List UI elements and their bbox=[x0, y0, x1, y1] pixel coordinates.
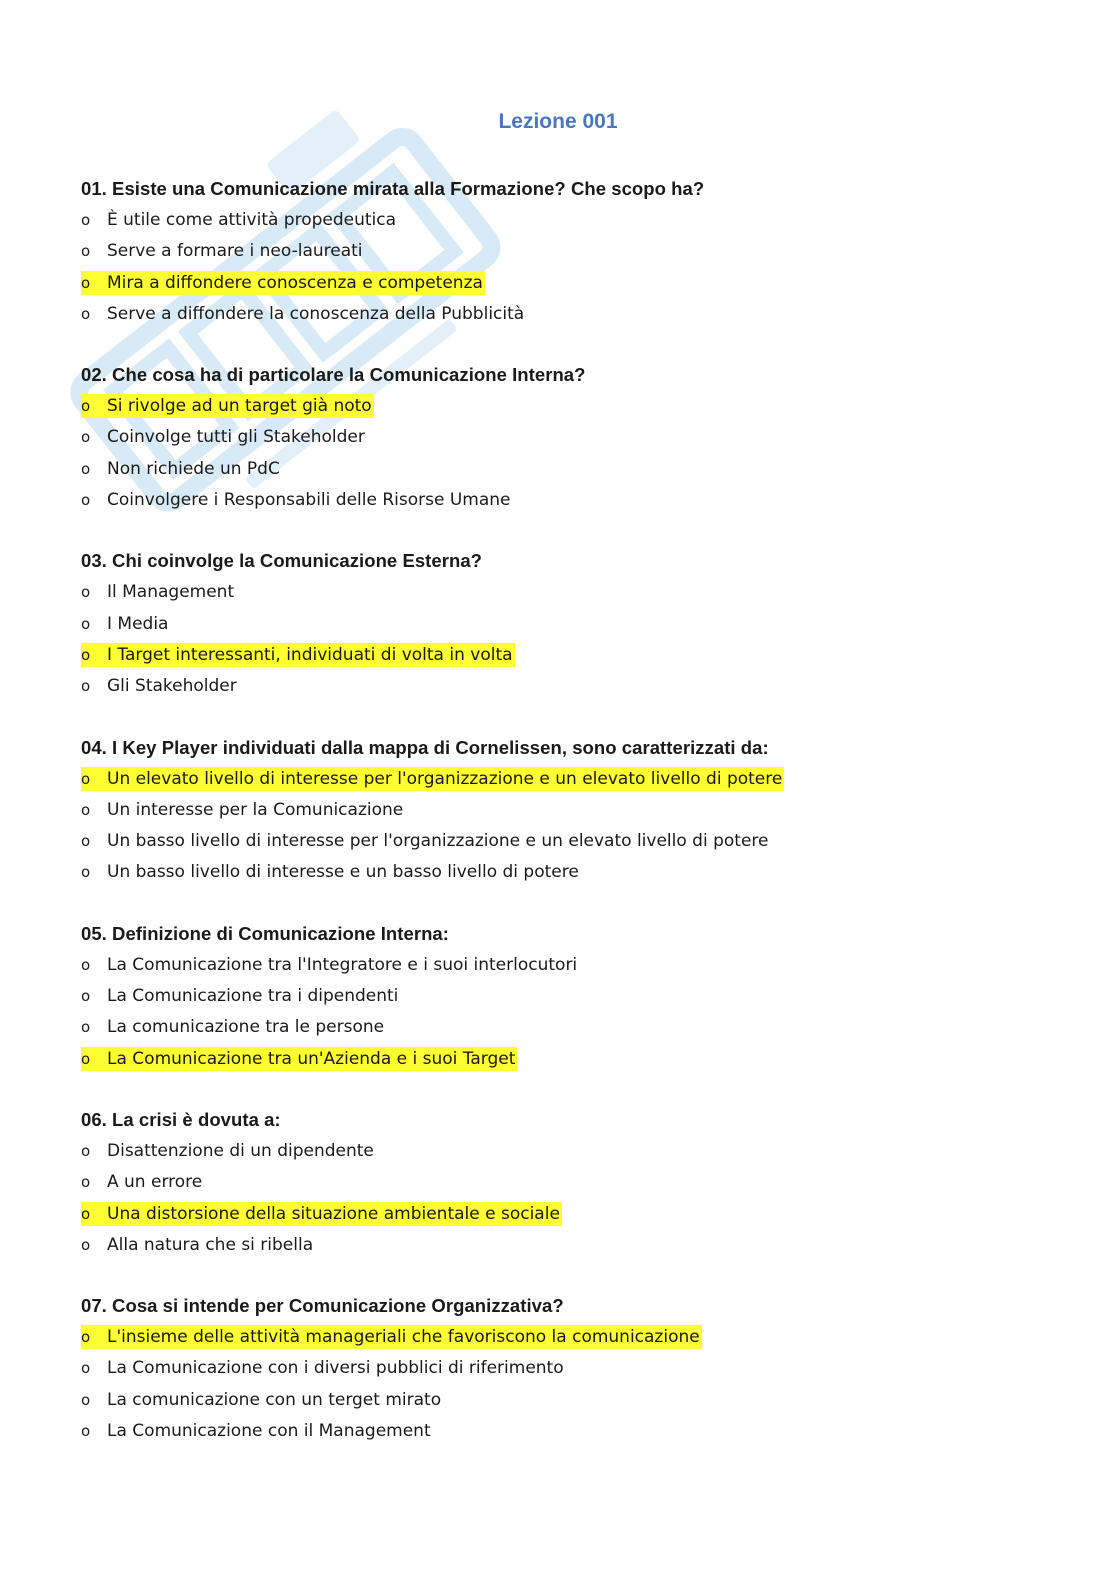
option-label: Coinvolgere i Responsabili delle Risorse Umane bbox=[107, 490, 511, 511]
question-text: 04. I Key Player individuati dalla mappa di Cornelissen, sono caratterizzati da: bbox=[81, 736, 769, 758]
bullet-icon: o bbox=[81, 645, 91, 664]
option-label: Serve a diffondere la conoscenza della Pubblicità bbox=[107, 303, 525, 324]
question-text: 07. Cosa si intende per Comunicazione Organizzativa? bbox=[81, 1295, 564, 1317]
bullet-icon: o bbox=[81, 769, 91, 788]
option-label: I Target interessanti, individuati di volta in volta bbox=[107, 644, 513, 665]
answer-option bbox=[81, 1136, 1061, 1167]
option-highlight bbox=[81, 1388, 443, 1412]
bullet-icon: o bbox=[81, 397, 91, 416]
option-label: La Comunicazione tra i dipendenti bbox=[107, 986, 399, 1007]
option-highlight bbox=[81, 674, 239, 698]
answer-option bbox=[81, 454, 1061, 485]
answer-option-correct bbox=[81, 1199, 1061, 1230]
option-highlight bbox=[81, 271, 485, 295]
option-highlight bbox=[81, 860, 581, 884]
answer-option bbox=[81, 981, 1061, 1012]
question-text: 06. La crisi è dovuta a: bbox=[81, 1108, 281, 1130]
quiz-list bbox=[81, 173, 1061, 1476]
question-block bbox=[81, 732, 1061, 889]
option-label: È utile come attività propedeutica bbox=[107, 210, 397, 230]
answer-option bbox=[81, 609, 1061, 640]
option-label: Un basso livello di interesse e un basso livello di potere bbox=[107, 862, 579, 883]
answer-option bbox=[81, 205, 1061, 236]
bullet-icon: o bbox=[81, 987, 91, 1006]
bullet-icon: o bbox=[81, 832, 91, 851]
question-block bbox=[81, 545, 1061, 702]
bullet-icon: o bbox=[81, 583, 91, 602]
bullet-icon: o bbox=[81, 1328, 91, 1347]
option-highlight bbox=[81, 1202, 562, 1226]
bullet-icon: o bbox=[81, 491, 91, 510]
answer-option-correct bbox=[81, 640, 1061, 671]
question-text: 03. Chi coinvolge la Comunicazione Esterna? bbox=[81, 550, 483, 572]
option-highlight bbox=[81, 488, 513, 512]
option-label: Serve a formare i neo-laureati bbox=[107, 241, 363, 262]
option-highlight bbox=[81, 767, 784, 791]
question-block bbox=[81, 918, 1061, 1075]
option-label: Non richiede un PdC bbox=[107, 458, 280, 479]
bullet-icon: o bbox=[81, 800, 91, 819]
option-highlight bbox=[81, 1139, 376, 1163]
option-label: Un interesse per la Comunicazione bbox=[107, 799, 404, 820]
option-label: Un basso livello di interesse per l'organizzazione e un elevato livello di potere bbox=[107, 831, 769, 852]
option-label: Disattenzione di un dipendente bbox=[107, 1140, 374, 1161]
answer-option bbox=[81, 485, 1061, 516]
option-label: A un errore bbox=[107, 1172, 203, 1193]
option-label: Il Management bbox=[107, 582, 235, 603]
bullet-icon: o bbox=[81, 242, 91, 261]
option-label: La Comunicazione con il Management bbox=[107, 1421, 431, 1442]
bullet-icon: o bbox=[81, 955, 91, 974]
question-block bbox=[81, 1104, 1061, 1261]
option-label: Si rivolge ad un target già noto bbox=[107, 396, 372, 417]
option-label: Gli Stakeholder bbox=[107, 676, 237, 697]
answer-option-correct bbox=[81, 764, 1061, 795]
answer-option bbox=[81, 422, 1061, 453]
question-block bbox=[81, 1290, 1061, 1447]
option-highlight bbox=[81, 953, 579, 977]
bullet-icon: o bbox=[81, 1204, 91, 1223]
option-highlight bbox=[81, 1325, 702, 1349]
answer-option bbox=[81, 1416, 1061, 1447]
bullet-icon: o bbox=[81, 459, 91, 478]
answer-option bbox=[81, 795, 1061, 826]
bullet-icon: o bbox=[81, 1141, 91, 1160]
bullet-icon: o bbox=[81, 428, 91, 447]
option-label: Mira a diffondere conoscenza e competenza bbox=[107, 272, 483, 293]
answer-option bbox=[81, 577, 1061, 608]
option-label: La Comunicazione con i diversi pubblici di riferimento bbox=[107, 1358, 564, 1379]
option-highlight bbox=[81, 984, 400, 1008]
option-highlight bbox=[81, 829, 770, 853]
option-label: La comunicazione tra le persone bbox=[107, 1017, 385, 1038]
option-highlight bbox=[81, 1419, 433, 1443]
option-label: La Comunicazione tra l'Integratore e i suoi interlocutori bbox=[107, 954, 578, 975]
option-highlight bbox=[81, 1356, 566, 1380]
option-highlight bbox=[81, 1233, 315, 1257]
bullet-icon: o bbox=[81, 863, 91, 882]
bullet-icon: o bbox=[81, 1235, 91, 1254]
option-highlight bbox=[81, 208, 398, 232]
option-highlight bbox=[81, 394, 374, 418]
answer-option bbox=[81, 950, 1061, 981]
bullet-icon: o bbox=[81, 677, 91, 696]
option-label: Coinvolge tutti gli Stakeholder bbox=[107, 427, 365, 448]
option-label: La Comunicazione tra un'Azienda e i suoi Target bbox=[107, 1048, 516, 1069]
option-highlight bbox=[81, 580, 236, 604]
answer-option bbox=[81, 671, 1061, 702]
question-text: 02. Che cosa ha di particolare la Comunicazione Interna? bbox=[81, 364, 586, 386]
question-block bbox=[81, 359, 1061, 516]
answer-option-correct bbox=[81, 1044, 1061, 1075]
bullet-icon: o bbox=[81, 304, 91, 323]
option-highlight bbox=[81, 643, 515, 667]
option-highlight bbox=[81, 798, 405, 822]
option-highlight bbox=[81, 302, 526, 326]
option-highlight bbox=[81, 1015, 386, 1039]
bullet-icon: o bbox=[81, 1422, 91, 1441]
answer-option bbox=[81, 1353, 1061, 1384]
option-label: La comunicazione con un terget mirato bbox=[107, 1389, 442, 1410]
option-label: Un elevato livello di interesse per l'organizzazione e un elevato livello di potere bbox=[107, 768, 783, 789]
answer-option bbox=[81, 1230, 1061, 1261]
option-highlight bbox=[81, 1170, 204, 1194]
bullet-icon: o bbox=[81, 211, 91, 229]
bullet-icon: o bbox=[81, 614, 91, 633]
answer-option bbox=[81, 236, 1061, 267]
option-label: Alla natura che si ribella bbox=[107, 1234, 314, 1255]
answer-option-correct bbox=[81, 1322, 1061, 1353]
option-highlight bbox=[81, 612, 170, 636]
page-title: Lezione 001 bbox=[498, 110, 618, 133]
bullet-icon: o bbox=[81, 1018, 91, 1037]
bullet-icon: o bbox=[81, 1390, 91, 1409]
option-highlight bbox=[81, 425, 367, 449]
option-label: I Media bbox=[107, 613, 169, 634]
answer-option bbox=[81, 857, 1061, 888]
option-highlight bbox=[81, 239, 365, 263]
answer-option bbox=[81, 1012, 1061, 1043]
option-highlight bbox=[81, 457, 282, 481]
answer-option-correct bbox=[81, 391, 1061, 422]
answer-option bbox=[81, 826, 1061, 857]
option-highlight bbox=[81, 1047, 517, 1071]
answer-option bbox=[81, 299, 1061, 330]
answer-option-correct bbox=[81, 268, 1061, 299]
bullet-icon: o bbox=[81, 273, 91, 292]
question-text: 05. Definizione di Comunicazione Interna: bbox=[81, 922, 449, 944]
option-label: L'insieme delle attività manageriali che favoriscono la comunicazione bbox=[107, 1327, 700, 1348]
answer-option bbox=[81, 1385, 1061, 1416]
bullet-icon: o bbox=[81, 1173, 91, 1192]
answer-option bbox=[81, 1167, 1061, 1198]
option-label: Una distorsione della situazione ambientale e sociale bbox=[107, 1203, 560, 1224]
bullet-icon: o bbox=[81, 1359, 91, 1378]
bullet-icon: o bbox=[81, 1049, 91, 1068]
question-block bbox=[81, 173, 1061, 330]
question-text: 01. Esiste una Comunicazione mirata alla Formazione? Che scopo ha? bbox=[81, 178, 705, 199]
